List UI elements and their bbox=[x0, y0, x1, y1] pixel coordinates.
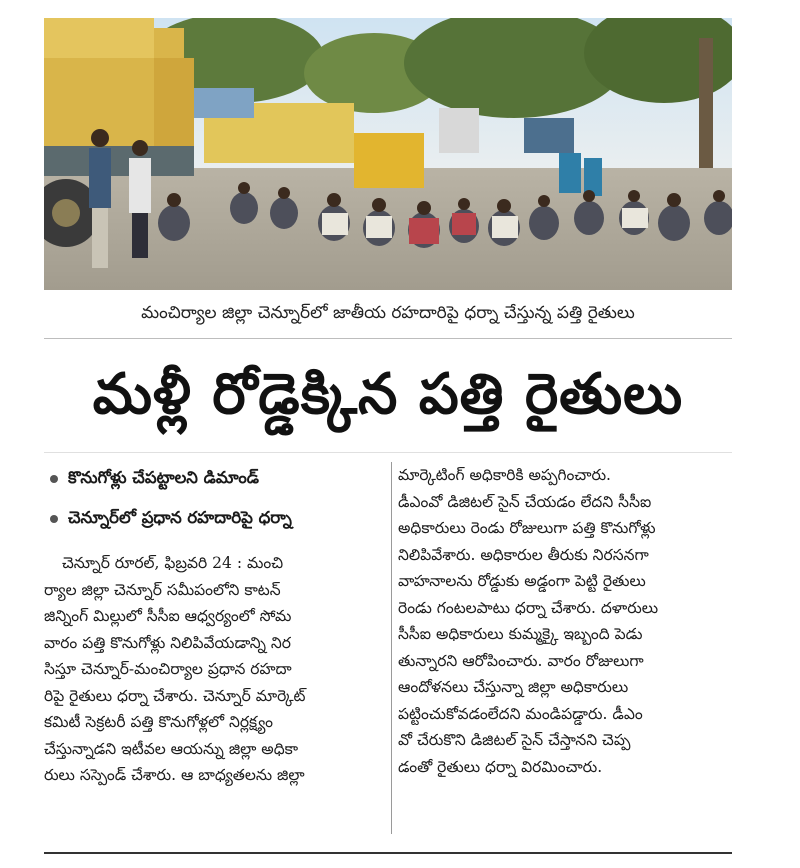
bullet-dot-icon bbox=[50, 515, 58, 523]
body-line: రిపై రైతులు ధర్నా చేశారు. చెన్నూర్ మార్కెట్ bbox=[44, 686, 306, 705]
bottom-divider bbox=[44, 852, 732, 854]
bullet-dot-icon bbox=[50, 475, 58, 483]
body-line: జిన్నింగ్ మిల్లులో సీసీఐ ఆధ్వర్యంలో సోమ bbox=[44, 607, 292, 625]
bullet-text: కొనుగోళ్లు చేపట్టాలని డిమాండ్ bbox=[68, 467, 259, 487]
article-body-right bbox=[398, 462, 734, 780]
body-line: డంతో రైతులు ధర్నా విరమించారు. bbox=[398, 757, 603, 776]
body-line: అధికారులు రెండు రోజులుగా పత్తి కొనుగోళ్లు bbox=[398, 519, 656, 537]
body-line: డీఎంవో డిజిటల్ సైన్ చేయడం లేదని సీసీఐ bbox=[398, 492, 652, 511]
body-line: తున్నారని ఆరోపించారు. వారం రోజులుగా bbox=[398, 651, 644, 670]
headline-divider bbox=[44, 452, 732, 453]
news-photo bbox=[44, 18, 732, 290]
body-line: చెన్నూర్ రూరల్, ఫిబ్రవరి 24 : మంచి bbox=[62, 554, 284, 572]
bullet-text: చెన్నూర్‌లో ప్రధాన రహదారిపై ధర్నా bbox=[68, 507, 292, 527]
body-line: ఆందోళనలు చేస్తున్నా జిల్లా అధికారులు bbox=[398, 678, 629, 696]
bullet-point bbox=[44, 502, 384, 536]
body-line: చేస్తున్నాడని ఇటీవల ఆయన్ను జిల్లా అధికా bbox=[44, 739, 299, 758]
body-line: రులు సస్పెండ్ చేశారు. ఆ బాధ్యతలను జిల్లా bbox=[44, 766, 305, 784]
article-body-left bbox=[44, 550, 384, 789]
right-column bbox=[398, 462, 734, 780]
body-line: పట్టించుకోవడంలేదని మండిపడ్డారు. డీఎం bbox=[398, 704, 643, 723]
body-line: సీసీఐ అధికారులు కుమ్మక్కై ఇబ్బంది పెడు bbox=[398, 625, 643, 643]
body-line: మార్కెటింగ్ అధికారికి అప్పగించారు. bbox=[398, 466, 611, 484]
body-line: నిలిపివేశారు. అధికారుల తీరుకు నిరసనగా bbox=[398, 545, 649, 564]
bullet-point bbox=[44, 462, 384, 496]
body-line: వో చేరుకొని డిజిటల్ సైన్ చేస్తానని చెప్ప bbox=[398, 731, 631, 749]
left-column bbox=[44, 462, 384, 789]
photo-caption: మంచిర్యాల జిల్లా చెన్నూర్‌లో జాతీయ రహదారిపై ధర్నా చేస్తున్న పత్తి రైతులు bbox=[141, 303, 635, 323]
body-line: సిస్తూ చెన్నూర్-మంచిర్యాల ప్రధాన రహదా bbox=[44, 660, 292, 678]
photo-protest-icon bbox=[44, 18, 732, 290]
column-divider bbox=[391, 462, 392, 834]
headline: మళ్లీ రోడ్డెక్కిన పత్తి రైతులు bbox=[92, 362, 684, 427]
body-line: కమిటీ సెక్రటరీ పత్తి కొనుగోళ్లలో నిర్లక్ష్యం bbox=[44, 713, 274, 731]
body-line: ర్యాల జిల్లా చెన్నూర్ సమీపంలోని కాటన్ bbox=[44, 580, 281, 599]
body-line: వారం పత్తి కొనుగోళ్లు నిలిపివేయడాన్ని నిర bbox=[44, 633, 291, 652]
body-line: రెండు గంటలపాటు ధర్నా చేశారు. దళారులు bbox=[398, 598, 659, 617]
caption-divider bbox=[44, 338, 732, 339]
body-line: వాహనాలను రోడ్డుకు అడ్డంగా పెట్టి రైతులు bbox=[398, 572, 646, 590]
